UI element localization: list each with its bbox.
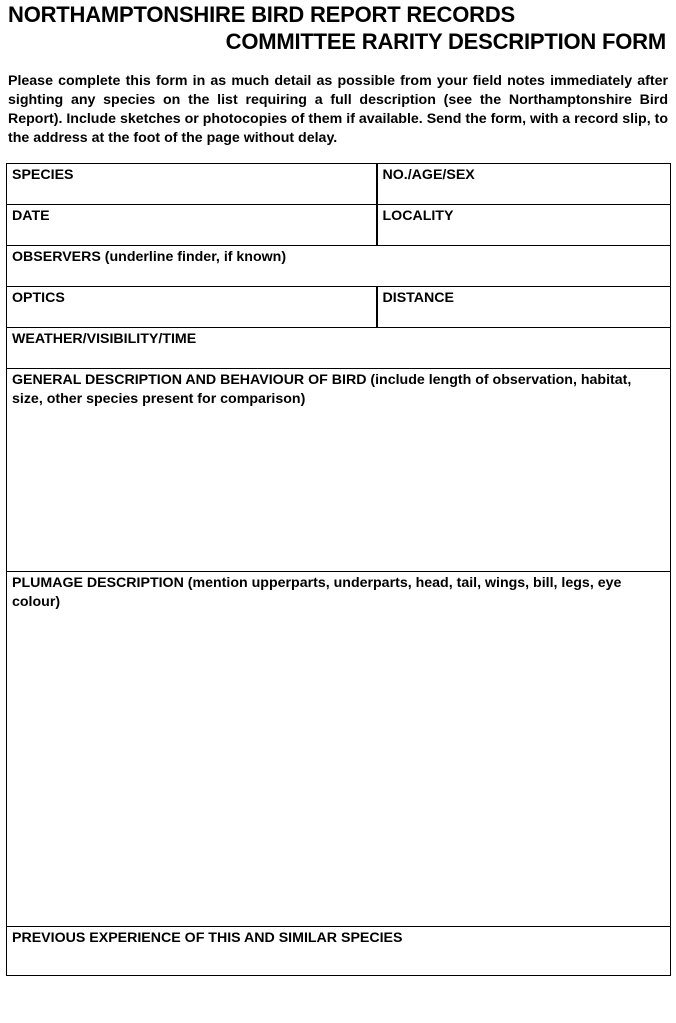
form-row-plumage-description [7,572,671,927]
optics-label: OPTICS [12,290,65,306]
observers-field[interactable] [7,246,671,287]
no-age-sex-field[interactable] [377,164,671,205]
observers-label: OBSERVERS [12,249,101,265]
plumage-description-hint: (mention upperparts, underparts, head, tail, wings, bill, legs, eye colour) [12,575,622,610]
form-row-general-description [7,369,671,572]
general-description-hint: (include length of observation, habitat, size, other species present for comparison) [12,372,632,407]
form-row-optics [7,287,671,328]
rarity-description-form [6,163,671,976]
weather-field[interactable] [7,328,671,369]
locality-label: LOCALITY [382,208,454,224]
plumage-description-field[interactable] [7,572,671,927]
general-description-field[interactable] [7,369,671,572]
form-row-previous-experience [7,927,671,976]
date-field[interactable] [7,205,377,246]
plumage-description-label: PLUMAGE DESCRIPTION [12,575,184,591]
previous-experience-label: PREVIOUS EXPERIENCE OF THIS AND SIMILAR SPECIES [12,930,403,946]
distance-label: DISTANCE [382,290,454,306]
no-age-sex-label: NO./AGE/SEX [382,167,475,183]
instructions-paragraph: Please complete this form in as much detail as possible from your field notes immediately after sighting any species on the list requiring a full description (see the Northamptonshire Bird Report). Include sketches or photocopies of them if available. Send the form, with a record slip, to the address at the foot of the page without delay. [8,73,668,146]
form-row-species [7,164,671,205]
locality-field[interactable] [377,205,671,246]
date-label: DATE [12,208,50,224]
weather-label: WEATHER/VISIBILITY/TIME [12,331,197,347]
form-title-line-2: COMMITTEE RARITY DESCRIPTION FORM [225,29,666,54]
species-field[interactable] [7,164,377,205]
optics-field[interactable] [7,287,377,328]
form-row-weather [7,328,671,369]
previous-experience-field[interactable] [7,927,671,976]
form-title-line-1: NORTHAMPTONSHIRE BIRD REPORT RECORDS [8,2,515,27]
species-label: SPECIES [12,167,74,183]
form-row-observers [7,246,671,287]
form-row-date [7,205,671,246]
general-description-label: GENERAL DESCRIPTION AND BEHAVIOUR OF BIRD [12,372,367,388]
distance-field[interactable] [377,287,671,328]
observers-hint: (underline finder, if known) [100,249,287,265]
